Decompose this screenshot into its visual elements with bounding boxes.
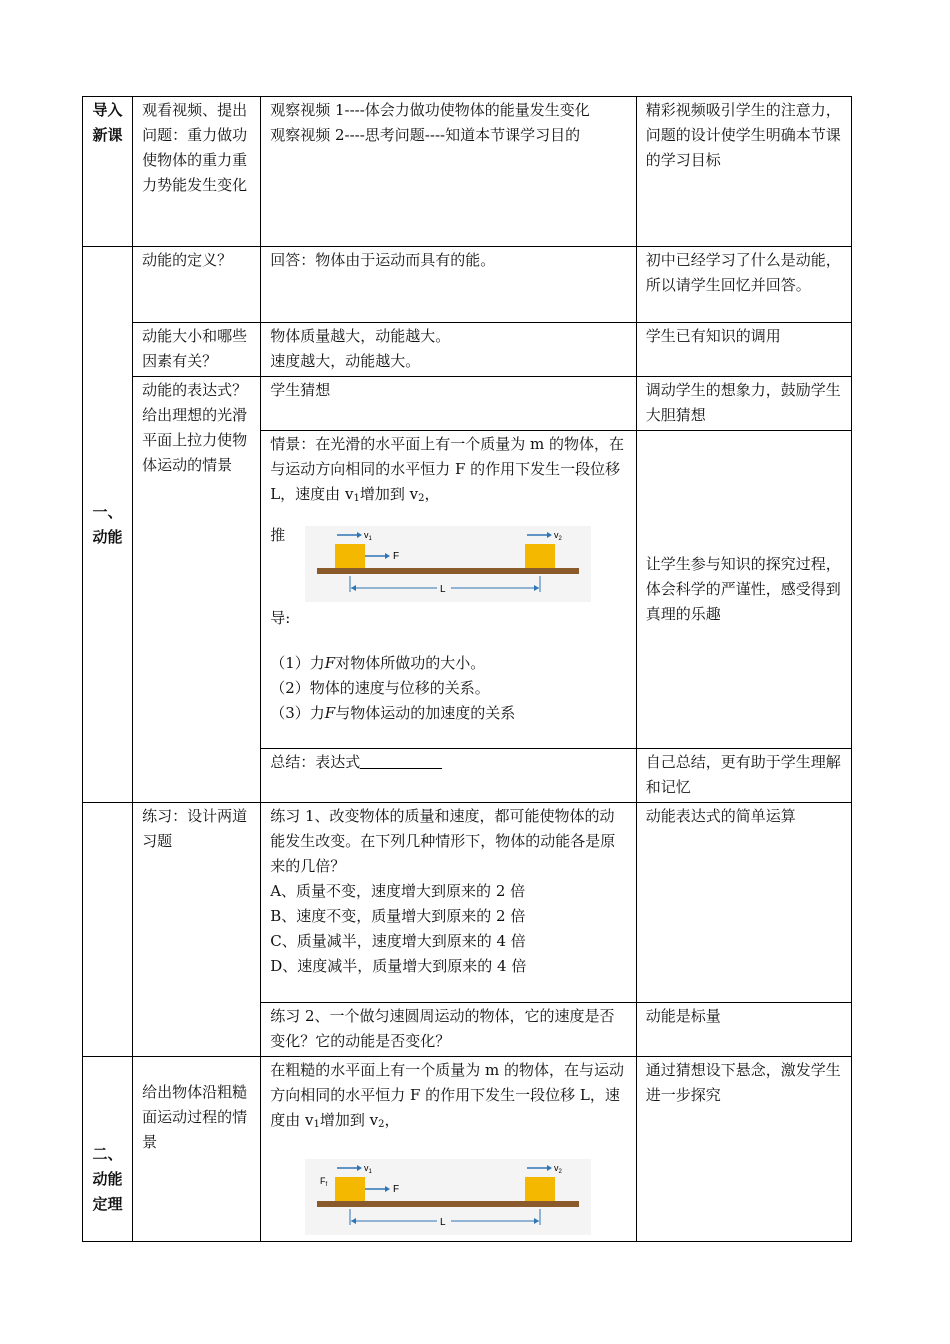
activity-cell: 练习 2、一个做匀速圆周运动的物体，它的速度是否变化？它的动能是否变化？	[261, 1003, 636, 1057]
intent-cell: 动能是标量	[636, 1003, 851, 1057]
activity-cell	[261, 431, 636, 749]
intent-cell: 通过猜想设下悬念，激发学生进一步探究	[636, 1057, 851, 1242]
section-cell-intro	[83, 97, 133, 247]
table-row	[83, 323, 852, 377]
option-b: B、速度不变，质量增大到原来的 2 倍	[270, 907, 526, 925]
intent-cell: 让学生参与知识的探究过程，体会科学的严谨性，感受得到真理的乐趣	[636, 431, 851, 749]
section-label-theorem: 二、动能定理	[92, 1144, 123, 1213]
topic-cell: 观看视频、提出问题：重力做功使物体的重力重力势能发生变化	[133, 97, 261, 247]
topic-cell: 给出物体沿粗糙面运动过程的情景	[133, 1057, 261, 1242]
table-row	[83, 377, 852, 431]
question-1: （1）力F对物体所做功的大小。	[270, 654, 486, 672]
distance-label: L	[440, 1217, 446, 1228]
exercise-1: 练习 1、改变物体的质量和速度，都可能使物体的动能发生改变。在下列几种情形下，物体的动能各是原来的几倍？	[270, 807, 616, 875]
theorem-scene-text: 在粗糙的水平面上有一个质量为 m 的物体，在与运动方向相同的水平恒力 F 的作用下发生一段位移 L，速度由 $v_1$增加到 $v_2$，	[270, 1061, 624, 1130]
topic-cell	[133, 377, 261, 803]
section-cell-kinetic	[83, 247, 133, 803]
section-cell-theorem	[83, 1057, 133, 1242]
section-label-kinetic: 一、动能	[92, 502, 123, 546]
block-start	[335, 1177, 365, 1201]
intent-cell: 自己总结，更有助于学生理解和记忆	[636, 749, 851, 803]
intent-cell: 调动学生的想象力，鼓励学生大胆猜想	[636, 377, 851, 431]
activity-line: 速度越大，动能越大。	[270, 352, 421, 370]
lesson-table	[82, 96, 852, 1242]
intent-cell: 初中已经学习了什么是动能，所以请学生回忆并回答。	[636, 247, 851, 323]
topic-expr: 动能的表达式？	[142, 381, 248, 399]
answer-blank	[360, 752, 442, 769]
question-3: （3）力F与物体运动的加速度的关系	[270, 704, 516, 722]
option-c: C、质量减半，速度增大到原来的 4 倍	[270, 932, 526, 950]
question-2: （2）物体的速度与位移的关系。	[270, 679, 490, 697]
activity-cell	[261, 803, 636, 1003]
option-a: A、质量不变，速度增大到原来的 2 倍	[270, 882, 526, 900]
floor-bar	[317, 1201, 579, 1207]
section-cell-practice	[83, 803, 133, 1057]
intent-cell: 动能表达式的简单运算	[636, 803, 851, 1003]
topic-scene: 给出理想的光滑平面上拉力使物体运动的情景	[142, 406, 248, 474]
activity-line: 观察视频 1----体会力做功使物体的能量发生变化	[270, 101, 590, 119]
table-row	[83, 97, 852, 247]
scene-text: 情景：在光滑的水平面上有一个质量为 m 的物体，在与运动方向相同的水平恒力 F 的作用下发生一段位移 L，速度由 $v_1$增加到 $v_2$，	[270, 435, 624, 504]
topic-cell: 动能大小和哪些因素有关？	[133, 323, 261, 377]
activity-cell	[261, 1057, 636, 1242]
activity-line: 物体质量越大，动能越大。	[270, 327, 451, 345]
activity-cell	[261, 97, 636, 247]
topic-cell: 练习：设计两道习题	[133, 803, 261, 1057]
option-d: D、速度减半，质量增大到原来的 4 倍	[270, 957, 527, 975]
table-row	[83, 247, 852, 323]
v2-label: $v_2$	[554, 530, 563, 542]
block-end	[525, 1177, 555, 1201]
activity-line: 观察视频 2----思考问题----知道本节课学习目的	[270, 126, 581, 144]
section-label-intro: 导入新课	[92, 101, 123, 144]
topic-cell: 动能的定义？	[133, 247, 261, 323]
floor-bar	[317, 568, 579, 574]
activity-cell	[261, 323, 636, 377]
v1-label: $v_1$	[364, 1163, 373, 1175]
rough-plane-figure	[305, 1159, 591, 1235]
lesson-plan-page	[82, 96, 852, 1242]
block-start	[335, 544, 365, 568]
block-end	[525, 544, 555, 568]
force-label: F	[393, 1184, 400, 1195]
activity-cell: 回答：物体由于运动而具有的能。	[261, 247, 636, 323]
activity-cell: 学生猜想	[261, 377, 636, 431]
table-row	[83, 803, 852, 1003]
distance-label: L	[440, 584, 446, 595]
derive-label: 推	[270, 526, 286, 544]
derive-label: 导:	[270, 609, 291, 627]
table-row	[83, 1057, 852, 1242]
smooth-plane-figure	[305, 526, 591, 602]
v2-label: $v_2$	[554, 1163, 563, 1175]
v1-label: $v_1$	[364, 530, 373, 542]
intent-cell: 精彩视频吸引学生的注意力，问题的设计使学生明确本节课的学习目标	[636, 97, 851, 247]
friction-label: $F_f$	[320, 1176, 328, 1188]
activity-cell: 总结：表达式	[261, 749, 636, 803]
intent-cell: 学生已有知识的调用	[636, 323, 851, 377]
force-label: F	[393, 551, 400, 562]
